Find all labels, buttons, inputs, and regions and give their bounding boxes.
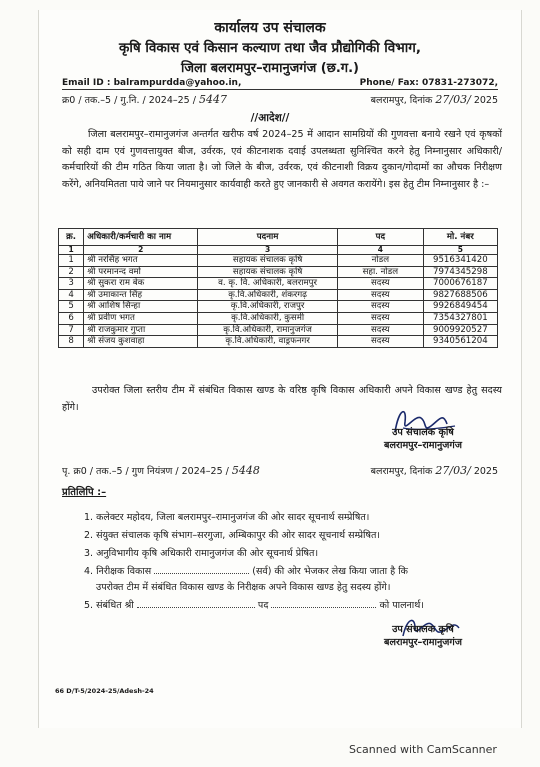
scanner-watermark: Scanned with CamScanner (349, 743, 497, 756)
table-row (59, 289, 498, 301)
phone-text: Phone/ Fax: 07831-273072, (359, 78, 498, 88)
list-item: 4. निरीक्षक विकास (सर्व) की ओर भेजकर लेख किया जाता है कि (84, 566, 408, 577)
cell-name: श्री संजय कुशवाहा (84, 336, 198, 348)
cell-mobile: 9827688506 (423, 289, 497, 301)
list-item: 1. कलेक्टर महोदय, जिला बलरामपुर–रामानुजगंज की ओर सादर सूचनार्थ सम्प्रेषित। (84, 512, 370, 523)
col-header-designation: पदनाम (198, 229, 338, 246)
cell-name: श्री राजकुमार गुप्ता (84, 324, 198, 336)
cell-serial: 5 (59, 301, 84, 313)
cell-post: सदस्य (337, 301, 423, 313)
blank-line (137, 598, 255, 608)
cell-post: सदस्य (337, 312, 423, 324)
cell-mobile: 7974345298 (423, 266, 497, 278)
cell-post: सदस्य (337, 336, 423, 348)
cell-mobile: 9926849454 (423, 301, 497, 313)
reference-number: क्र0 / तक.–5 / गु.नि. / 2024–25 / (62, 95, 196, 106)
cell-name: श्री प्रवीण भगत (84, 312, 198, 324)
cell-serial: 6 (59, 312, 84, 324)
signatory-title: उप संचालक कृषि (392, 427, 454, 438)
reference-number-handwritten: 5447 (198, 93, 227, 106)
team-note: उपरोक्त जिला स्तरीय टीम में संबंधित विकास खण्ड के वरिष्ठ कृषि विकास अधिकारी अपने विकास खण्ड हेतु सदस्य होंगे। (62, 385, 502, 413)
signatory-place: बलरामपुर–रामानुजगंज (384, 637, 462, 648)
copy-to-list (84, 510, 504, 620)
cell-designation: कृ.वि.अधिकारी, रामानुजगंज (198, 324, 338, 336)
cell-serial: 4 (59, 289, 84, 301)
cell-post: सदस्य (337, 324, 423, 336)
cell-name: श्री आशिष सिन्हा (84, 301, 198, 313)
column-number-row: 1 2 3 4 5 (59, 246, 498, 255)
cell-post: सदस्य (337, 278, 423, 290)
table-row (59, 324, 498, 336)
signature-block-1 (358, 425, 488, 451)
cell-name: श्री उमाकान्त सिंह (84, 289, 198, 301)
file-code: 66 D/T-5/2024-25/Adesh-24 (55, 687, 154, 695)
cell-mobile: 9340561204 (423, 336, 497, 348)
col-header-mobile: मो. नंबर (423, 229, 497, 246)
cell-serial: 7 (59, 324, 84, 336)
cell-designation: कृ.वि.अधिकारी, शंकरगढ़ (198, 289, 338, 301)
contact-line (62, 78, 498, 90)
cell-name: श्री सुकरा राम बेक (84, 278, 198, 290)
cell-post: नोडल (337, 255, 423, 267)
table-row (59, 255, 498, 267)
cell-mobile: 9009920527 (423, 324, 497, 336)
list-item: 5. संबंधित श्री पद को पालनार्थ। (84, 600, 424, 611)
reference-line (62, 93, 498, 106)
endorsement-date-handwritten: 27/03/ (435, 464, 471, 477)
cell-designation: सहायक संचालक कृषि (198, 266, 338, 278)
cell-name: श्री परमानन्द वर्मा (84, 266, 198, 278)
copy-to-heading: प्रतिलिपि :– (62, 487, 107, 498)
endorsement-number-handwritten: 5448 (231, 464, 260, 477)
order-paragraph: जिला बलरामपुर–रामानुजगंज अन्तर्गत खरीफ वर्ष 2024–25 में आदान सामग्रियों की गुणवत्ता बनाये रखने एवं कृषकों को सही दाम एवं गुणवत्तायुक्त बीज, उर्वरक, एवं कीटनाशक दवाई उपलब्धता सुनिश्चित करने हेतु निम्नानुसार अधिकारी/कर्मचारियों की टीम गठित किया जाता है। जो जिले के बीज, उर्वरक, एवं कीटनाशी विक्रय दुकान/गोदामों का औचक निरीक्षण करेंगे, अनियमितता पाये जाने पर नियमानुसार कार्यवाही करते हुए जानकारी से अवगत करायेंगे। इस हेतु टीम निम्नानुसार है :– (62, 129, 502, 190)
cell-post: सदस्य (337, 289, 423, 301)
list-item-continuation: उपरोक्त टीम में संबंधित विकास खण्ड के निरीक्षक अपने विकास खण्ड हेतु सदस्य होंगे। (96, 582, 391, 593)
blank-line (271, 598, 376, 608)
table-row (59, 336, 498, 348)
list-item: 3. अनुविभागीय कृषि अधिकारी रामानुजगंज की ओर सूचनार्थ प्रेषित। (84, 548, 319, 559)
col-header-serial: क्र. (59, 229, 84, 246)
cell-designation: कृ.वि.अधिकारी, कुसमी (198, 312, 338, 324)
cell-designation: कृ.वि.अधिकारी, राजपुर (198, 301, 338, 313)
cell-designation: सहायक संचालक कृषि (198, 255, 338, 267)
cell-serial: 8 (59, 336, 84, 348)
cell-mobile: 7000676187 (423, 278, 497, 290)
table-row (59, 278, 498, 290)
order-heading: //आदेश// (250, 112, 290, 124)
blank-line (154, 564, 249, 574)
table-row (59, 312, 498, 324)
table-row (59, 266, 498, 278)
cell-serial: 3 (59, 278, 84, 290)
list-item: 2. संयुक्त संचालक कृषि संभाग–सरगुजा, अम्बिकापुर की ओर सादर सूचनार्थ सम्प्रेषित। (84, 530, 380, 541)
cell-mobile: 9516341420 (423, 255, 497, 267)
signatory-title: उप संचालक कृषि (392, 624, 454, 635)
email-text: Email ID : balrampurdda@yahoo.in, (62, 78, 242, 88)
cell-serial: 2 (59, 266, 84, 278)
endorsement-reference-line (62, 464, 498, 477)
cell-name: श्री नरसिंह भगत (84, 255, 198, 267)
reference-date: बलरामपुर, दिनांक 27/03/ 2025 (370, 93, 498, 106)
endorsement-number: पृ. क्र0 / तक.–5 / गुण नियंत्रण / 2024–25 / (62, 466, 229, 477)
endorsement-date: बलरामपुर, दिनांक 27/03/ 2025 (370, 464, 498, 477)
cell-designation: व. कृ. वि. अधिकारी, बलरामपुर (198, 278, 338, 290)
table-header-row (59, 229, 498, 246)
cell-serial: 1 (59, 255, 84, 267)
col-header-name: अधिकारी/कर्मचारी का नाम (84, 229, 198, 246)
date-handwritten: 27/03/ (435, 93, 471, 106)
office-title: कार्यालय उप संचालक (214, 20, 326, 36)
table-row (59, 301, 498, 313)
signature-block-2 (358, 622, 488, 648)
cell-post: सहा. नोडल (337, 266, 423, 278)
signatory-place: बलरामपुर–रामानुजगंज (384, 440, 462, 451)
team-table (58, 228, 498, 348)
col-header-post: पद (337, 229, 423, 246)
department-title: कृषि विकास एवं किसान कल्याण तथा जैव प्रौद्योगिकी विभाग, (118, 40, 422, 56)
cell-mobile: 7354327801 (423, 312, 497, 324)
cell-designation: कृ.वि.अधिकारी, वाड्रफनगर (198, 336, 338, 348)
district-title: जिला बलरामपुर–रामानुजगंज (छ.ग.) (181, 61, 359, 76)
